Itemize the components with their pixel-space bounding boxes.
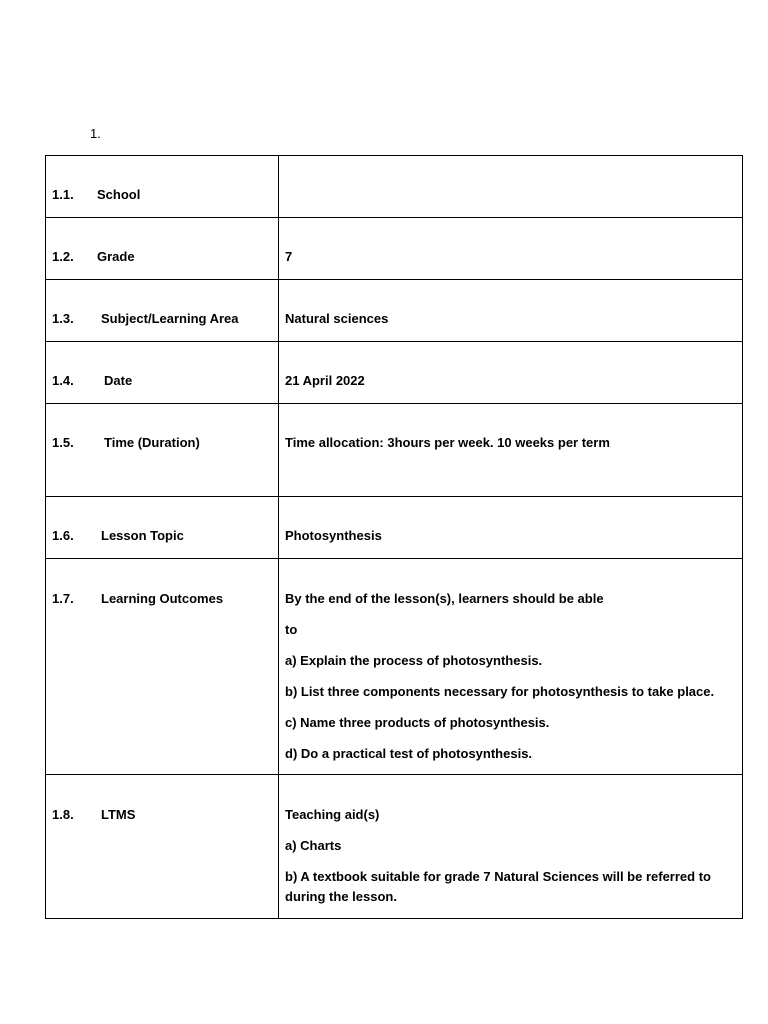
table-row-time xyxy=(46,404,743,497)
table-row-outcomes xyxy=(46,559,743,775)
row-value: 7 xyxy=(285,249,293,264)
ltms-line: Teaching aid(s) xyxy=(285,807,380,822)
row-label: LTMS xyxy=(101,807,136,822)
row-label: Grade xyxy=(97,249,135,264)
row-label: Date xyxy=(104,373,133,388)
row-value: 21 April 2022 xyxy=(285,373,365,388)
label-cell xyxy=(46,404,279,497)
row-value: Time allocation: 3hours per week. 10 weeks per term xyxy=(285,435,610,450)
label-cell xyxy=(46,218,279,280)
label-cell xyxy=(46,156,279,218)
row-number: 1.6. xyxy=(52,528,74,543)
row-number: 1.3. xyxy=(52,311,74,326)
lesson-plan-table xyxy=(45,155,743,919)
table-row-subject xyxy=(46,280,743,342)
row-value: Natural sciences xyxy=(285,311,389,326)
label-cell xyxy=(46,559,279,775)
row-number: 1.7. xyxy=(52,591,74,606)
table-row-ltms xyxy=(46,775,743,919)
ltms-line: a) Charts xyxy=(285,838,342,853)
value-cell-date xyxy=(279,342,743,404)
value-cell-time xyxy=(279,404,743,497)
label-cell xyxy=(46,342,279,404)
outcome-line: b) List three components necessary for photosynthesis to take place. xyxy=(285,684,715,699)
row-label: Subject/Learning Area xyxy=(101,311,239,326)
outcome-line: to xyxy=(285,622,298,637)
row-number: 1.5. xyxy=(52,435,74,450)
row-number: 1.4. xyxy=(52,373,74,388)
row-label: School xyxy=(97,187,141,202)
value-cell-grade xyxy=(279,218,743,280)
outcome-line: c) Name three products of photosynthesis. xyxy=(285,715,550,730)
row-label: Time (Duration) xyxy=(104,435,200,450)
row-number: 1.8. xyxy=(52,807,74,822)
row-number: 1.1. xyxy=(52,187,74,202)
outcome-line: d) Do a practical test of photosynthesis. xyxy=(285,746,533,761)
row-value: Photosynthesis xyxy=(285,528,382,543)
value-cell-ltms xyxy=(279,775,743,919)
label-cell xyxy=(46,775,279,919)
table-row-grade xyxy=(46,218,743,280)
table-row-topic xyxy=(46,497,743,559)
outcome-line: a) Explain the process of photosynthesis. xyxy=(285,653,543,668)
table-row-date xyxy=(46,342,743,404)
value-cell-school xyxy=(279,156,743,218)
list-number: 1. xyxy=(90,126,101,141)
label-cell xyxy=(46,280,279,342)
row-label: Learning Outcomes xyxy=(101,591,224,606)
label-cell xyxy=(46,497,279,559)
table-row-school xyxy=(46,156,743,218)
row-label: Lesson Topic xyxy=(101,528,184,543)
value-cell-topic xyxy=(279,497,743,559)
value-cell-outcomes xyxy=(279,559,743,775)
row-number: 1.2. xyxy=(52,249,74,264)
ltms-line: b) A textbook suitable for grade 7 Natural Sciences will be referred to during the lesson. xyxy=(285,869,711,904)
outcome-line: By the end of the lesson(s), learners should be able xyxy=(285,591,604,606)
value-cell-subject xyxy=(279,280,743,342)
